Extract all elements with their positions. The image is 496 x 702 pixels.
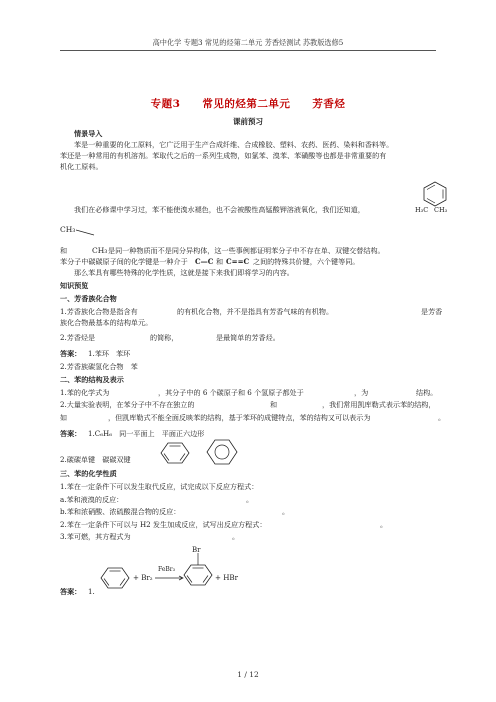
- answer-2b: 2.碳碳单键 碳碳双键: [60, 455, 131, 464]
- methyl-bond-icon: [76, 227, 96, 237]
- product-br: Br: [192, 546, 201, 554]
- structure-line-2a: 2.大量实验表明，在苯分子中不存在独立的: [60, 400, 195, 409]
- structure-line-1a: 1.苯的化学式为: [60, 388, 110, 397]
- bond-cc: C—C: [195, 257, 214, 266]
- page-header: 高中化学 专题3 常见的烃第二单元 芳香烃测试 苏教版选修5: [152, 38, 344, 47]
- properties-line-5a: 3.苯可燃，其方程式为: [60, 532, 131, 541]
- bromobenzene-product-icon: [183, 553, 213, 591]
- word-and: 和: [60, 246, 68, 255]
- aromatic-line-3a: 2.芳香烃是: [60, 333, 96, 342]
- heading-aromatic: 一、芳香族化合物: [60, 294, 117, 303]
- section-subtitle: 课前预习: [233, 117, 263, 126]
- formula-ch3-second: CH₃: [92, 246, 108, 255]
- reaction-arrow-icon: [155, 575, 185, 581]
- para2-line-3a: 苯分子中碳碳原子间的化学键是一种介于: [60, 257, 188, 266]
- benzene-reactant-icon: [100, 565, 130, 591]
- heading-structure: 二、苯的结构及表示: [60, 375, 124, 384]
- properties-line-1: 1.苯在一定条件下可以发生取代反应，试完成以下反应方程式：: [60, 482, 259, 491]
- structure-line-2c: ，我们常用凯库勒式表示苯的结构，: [322, 400, 436, 409]
- aromatic-line-3b: 的简称，: [150, 333, 179, 342]
- structure-line-1b: ，其分子中的 6 个碳原子和 6 个氢原子都处于: [158, 388, 304, 397]
- kekule-benzene-icon: [160, 440, 190, 466]
- aromatic-line-1b: 的有机化合物，并不是指具有芳香气味的有机物。: [177, 307, 334, 316]
- answer-3: 1.: [88, 587, 95, 596]
- intro-line-2: 苯还是一种常用的有机溶剂。苯取代之后的一系列生成物，如氯苯、溴苯、苯磺酸等也都是非常重要的有: [60, 151, 387, 160]
- header-rule: [60, 50, 436, 51]
- para2-line-2: 是同一种物质而不是同分异构体，这一些事例都证明苯分子中不存在单、双键交替结构。: [108, 246, 385, 255]
- properties-line-5b: 。: [232, 532, 240, 541]
- structure-line-3b: ，但凯库勒式不能全面反映苯的结构，基于苯环的成键特点，苯的结构又可以表示为: [108, 413, 371, 422]
- reagent-br2: + Br₂: [133, 573, 153, 582]
- intro-line-3: 机化工原料。: [60, 162, 103, 171]
- answer-label-3: 答案：: [60, 587, 82, 596]
- heading-intro: 情景导入: [74, 129, 103, 138]
- structure-line-3a: 如: [60, 413, 68, 422]
- page-title: 专题3 常见的烃第二单元 芳香烃: [150, 98, 346, 110]
- aromatic-benzene-icon: [206, 438, 238, 466]
- properties-line-4b: 。: [380, 520, 388, 529]
- para2-line-4: 那么苯具有哪些特殊的化学性质，这就是接下来我们即将学习的内容。: [74, 268, 294, 277]
- properties-line-3b: 。: [282, 507, 290, 516]
- structure-line-3c: 。: [438, 413, 446, 422]
- para2-line-1: 我们在必修课中学习过，苯不能使溴水褪色，也不会被酸性高锰酸钾溶液氧化，我们还知道，: [74, 205, 365, 214]
- structure-line-2b: 和: [270, 400, 278, 409]
- page-number: 1 / 12: [237, 670, 259, 679]
- structure-line-1d: 结构。: [416, 388, 438, 397]
- answer-label-1: 答案：: [60, 349, 82, 358]
- structure-line-1c: ，为: [354, 388, 369, 397]
- aromatic-line-1a: 1.芳香族化合物是指含有: [60, 307, 138, 316]
- answer-1a: 1.苯环 苯环: [88, 349, 131, 358]
- formula-ch3-left: CH₃: [60, 225, 76, 234]
- bond-ceqc: C==C: [226, 257, 250, 266]
- heading-properties: 三、苯的化学性质: [60, 469, 117, 478]
- properties-line-3a: b.苯和浓硝酸、浓硫酸混合物的反应：: [60, 507, 181, 516]
- catalyst-febr3: FeBr₃: [158, 566, 176, 573]
- aromatic-line-1c: 是芳香: [421, 307, 443, 316]
- heading-preview: 知识预览: [60, 281, 89, 290]
- properties-line-4a: 2.苯在一定条件下可以与 H2 发生加成反应，试写出反应方程式：: [60, 520, 267, 529]
- para2-and: 和: [216, 257, 224, 266]
- aromatic-line-2: 族化合物最基本的结构单元。: [60, 318, 153, 327]
- answer-2a: 1.C₆H₆ 同一平面上 平面正六边形: [88, 429, 205, 438]
- para2-line-3b: 之间的特殊共价键，六个键等同。: [253, 257, 360, 266]
- formula-h3c: H₃C: [415, 206, 429, 214]
- intro-line-1: 苯是一种重要的化工原料，它广泛用于生产合成纤维、合成橡胶、塑料、农药、医药、染料和香料等。: [74, 140, 394, 149]
- product-hbr: + HBr: [215, 573, 238, 582]
- properties-line-2a: a.苯和液溴的反应：: [60, 495, 124, 504]
- formula-ch3: CH₃: [434, 206, 448, 214]
- answer-1b: 2.芳香族碳氢化合物 苯: [60, 362, 138, 371]
- properties-line-2b: 。: [246, 495, 254, 504]
- aromatic-line-3c: 是最简单的芳香烃。: [216, 333, 280, 342]
- answer-label-2: 答案：: [60, 429, 82, 438]
